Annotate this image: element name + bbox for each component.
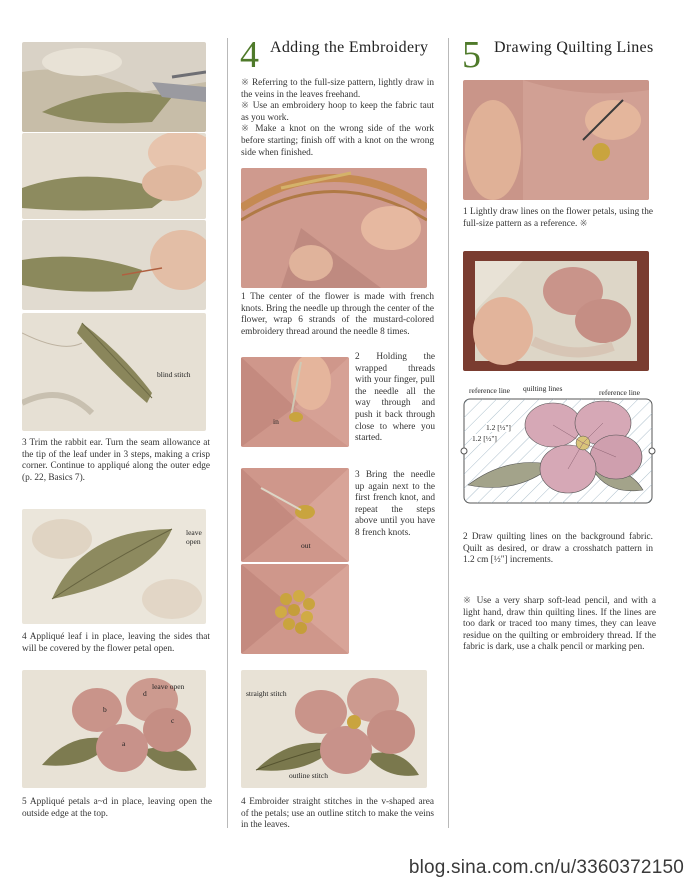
petal-label-leave-open: leave open (152, 682, 185, 691)
section-4-number: 4 (240, 34, 259, 76)
caption-5-step-1: 1 Lightly draw lines on the flower petals, using the full-size pattern as a reference. ※ (463, 207, 653, 229)
photo-applique-leaf (22, 509, 206, 624)
caption-5-step-2: 2 Draw quilting lines on the background fabric. Quilt as desired, or draw a crosshatch pattern in 1.2 cm [½"] increments. (463, 532, 653, 566)
petal-label-c: c (171, 716, 175, 725)
diagram-measure-1: 1.2 [½"] (486, 423, 511, 432)
petal-label-b: b (103, 705, 107, 714)
petal-label-a: a (122, 739, 126, 748)
section-5-note: ※ Use a very sharp soft-lead pencil, and with a light hand, draw thin quilting lines. If the lines are too dark or traced too many times, they can leave residue on the quilting or embroidery thread. If the fabric is dark, use a chalk pencil or marking pen. (463, 596, 657, 653)
caption-4-step-2: 2 Holding the wrapped threads with your finger, pull the needle all the way through and push it back through close to where you started. (355, 352, 435, 444)
photo-fold-tip (22, 133, 206, 219)
photo-french-knot-out (241, 468, 349, 562)
caption-step-5-left: 5 Appliqué petals a~d in place, leaving open the outside edge at the top. (22, 797, 212, 819)
diagram-label-quilting: quilting lines (523, 384, 563, 393)
bullet-item-1: ※ Referring to the full-size pattern, lightly draw in the veins in the leaves freehand. (241, 78, 434, 100)
photo-eight-french-knots (241, 564, 349, 654)
section-4-title: Adding the Embroidery (270, 39, 429, 56)
caption-4-step-3: 3 Bring the needle up again next to the first french knot, and repeat the steps above until you have 8 french knots. (355, 470, 435, 538)
diagram-measure-2: 1.2 [½"] (472, 434, 497, 443)
label-in: in (273, 417, 279, 426)
section-4-bullets (241, 78, 434, 159)
caption-4-step-4: 4 Embroider straight stitches in the v-shaped area of the petals; use an outline stitch to make the veins in the leaves. (241, 797, 434, 831)
label-straight-stitch: straight stitch (246, 689, 287, 698)
photo-drawing-petal-lines (463, 80, 649, 200)
label-out: out (301, 541, 311, 550)
section-5-title: Drawing Quilting Lines (494, 39, 654, 56)
diagram-label-reference-right: reference line (599, 388, 641, 397)
caption-step-3-left: 3 Trim the rabbit ear. Turn the seam allowance at the tip of the leaf under in 3 steps, making a crisp corner. Continue to appliqué along the outer edge (p. 22, Basics 7). (22, 438, 210, 483)
caption-4-step-1: 1 The center of the flower is made with french knots. Bring the needle up through the center of the flower, wrap 6 strands of the mustard-colored embroidery thread around the needle 8 times. (241, 292, 434, 337)
label-blind-stitch: blind stitch (157, 370, 191, 379)
bullet-item-2: ※ Use an embroidery hoop to keep the fabric taut as you work. (241, 101, 434, 123)
photo-fold-corner (22, 220, 206, 310)
photo-straight-outline-stitch (241, 670, 427, 788)
label-outline-stitch: outline stitch (289, 771, 328, 780)
column-divider-2 (448, 38, 449, 828)
label-leave-open-leaf: leave open (186, 528, 202, 546)
column-divider-1 (227, 38, 228, 828)
bullet-item-3: ※ Make a knot on the wrong side of the work before starting; finish off with a knot on the wrong side when finished. (241, 124, 434, 158)
photo-drawing-background-lines (463, 251, 649, 371)
photo-embroidery-hoop (241, 168, 427, 288)
diagram-label-reference-left: reference line (469, 386, 511, 395)
caption-step-4-left: 4 Appliqué leaf i in place, leaving the sides that will be covered by the flower petal open. (22, 632, 210, 654)
watermark-url: blog.sina.com.cn/u/3360372150 (408, 857, 684, 878)
section-5-number: 5 (462, 34, 481, 76)
diagram-quilting-lines (458, 395, 658, 507)
photo-trim-scissors (22, 42, 206, 132)
petal-label-d: d (143, 689, 147, 698)
photo-french-knot-in (241, 357, 349, 447)
